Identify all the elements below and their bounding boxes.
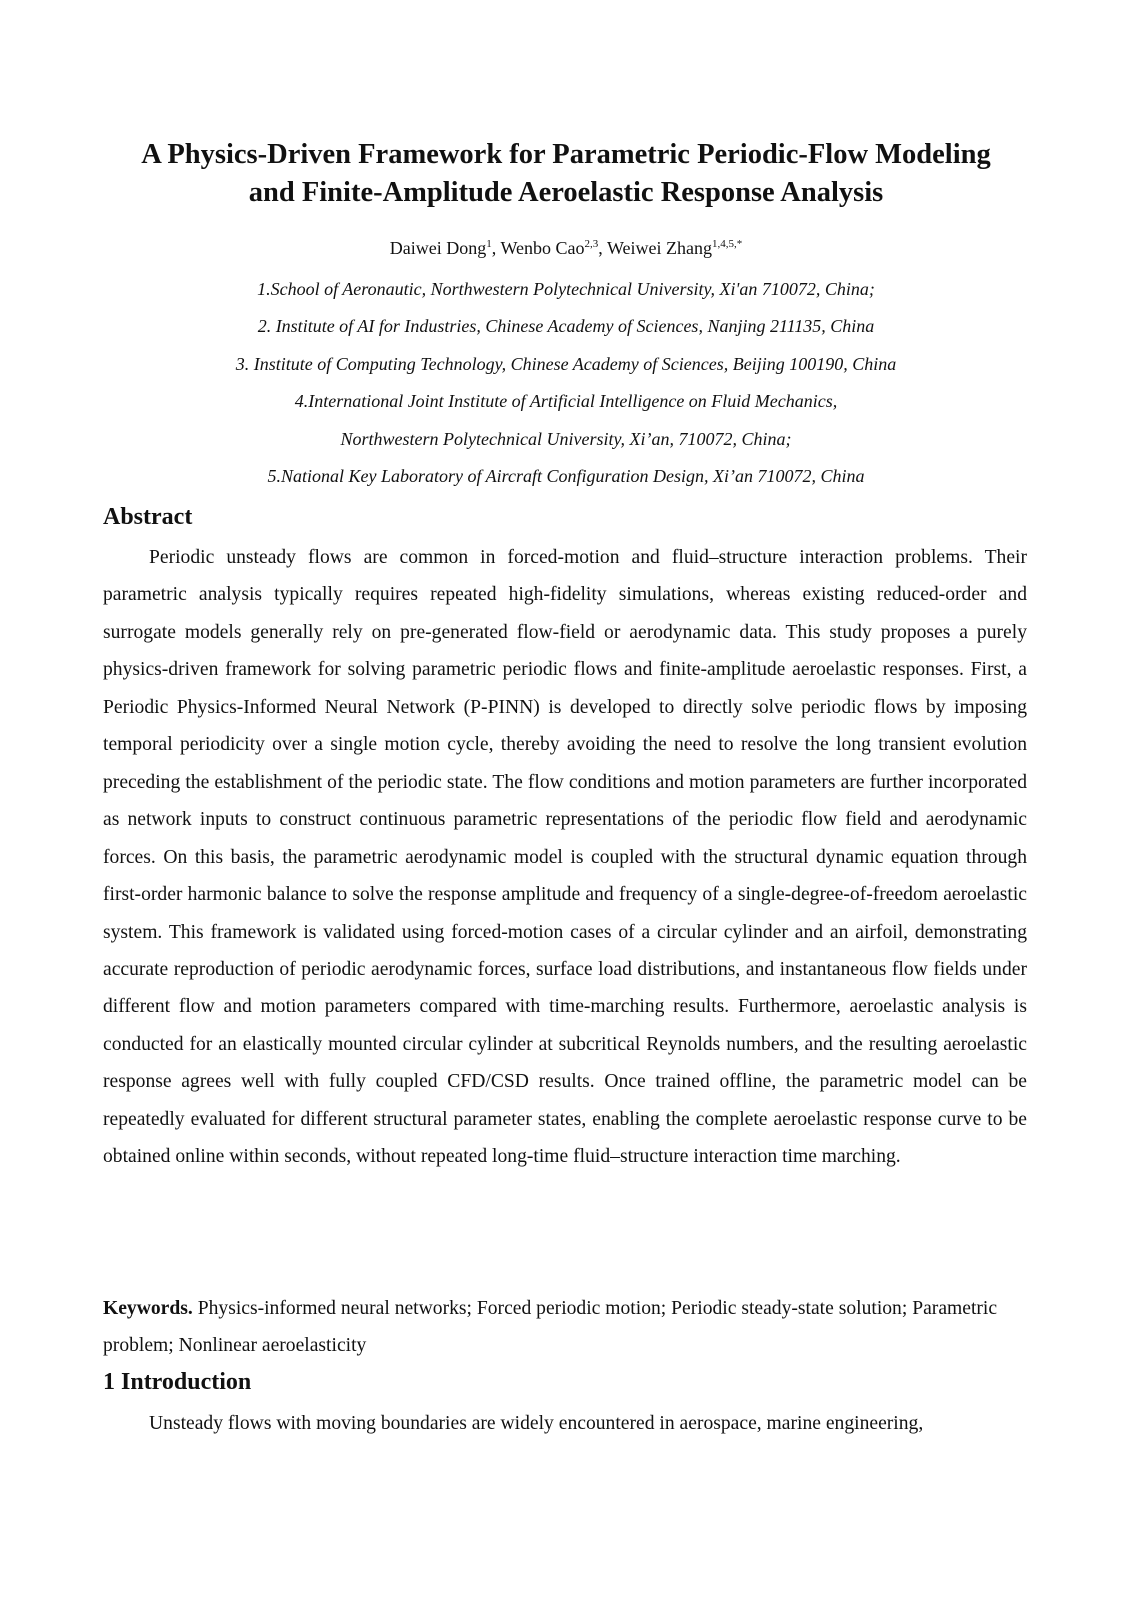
affiliation-line: 1.School of Aeronautic, Northwestern Polytechnical University, Xi'an 710072, China; bbox=[257, 279, 875, 299]
author-separator: , bbox=[491, 238, 501, 258]
author-affiliation-marker: 2,3 bbox=[584, 238, 599, 250]
keywords-text: Physics-informed neural networks; Forced periodic motion; Periodic steady-state solution; Parametric problem; Nonlinear aeroelasticity bbox=[103, 1298, 998, 1356]
affiliation-line: 3. Institute of Computing Technology, Chinese Academy of Sciences, Beijing 100190, China bbox=[235, 353, 897, 374]
author-separator: , bbox=[598, 238, 607, 258]
keywords bbox=[103, 1290, 1027, 1364]
keywords-label: Keywords. bbox=[103, 1298, 193, 1319]
abstract-body: Periodic unsteady flows are common in forced-motion and fluid–structure interaction problems. Their parametric analysis typically requires repeated high-fidelity simulations, whereas existing reduced-order and surrogate models generally rely on pre-generated flow-field or aerodynamic data. This study proposes a purely physics-driven framework for solving parametric periodic flows and finite-amplitude aeroelastic responses. First, a Periodic Physics-Informed Neural Network (P-PINN) is developed to directly solve periodic flows by imposing temporal periodicity over a single motion cycle, thereby avoiding the need to resolve the long transient evolution preceding the establishment of the periodic state. The flow conditions and motion parameters are further incorporated as network inputs to construct continuous parametric representations of the periodic flow field and aerodynamic forces. On this basis, the parametric aerodynamic model is coupled with the structural dynamic equation through first-order harmonic balance to solve the response amplitude and frequency of a single-degree-of-freedom aeroelastic system. This framework is validated using forced-motion cases of a circular cylinder and an airfoil, demonstrating accurate reproduction of periodic aerodynamic forces, surface load distributions, and instantaneous flow fields under different flow and motion parameters compared with time-marching results. Furthermore, aeroelastic analysis is conducted for an elastically mounted circular cylinder at subcritical Reynolds numbers, and the resulting aeroelastic response agrees well with fully coupled CFD/CSD results. Once trained offline, the parametric model can be repeatedly evaluated for different structural parameter states, enabling the complete aeroelastic response curve to be obtained online within seconds, without repeated long-time fluid–structure interaction time marching. bbox=[103, 547, 1027, 1168]
author-affiliation-marker: 1,4,5,* bbox=[711, 238, 743, 250]
paper-title-line-2: and Finite-Amplitude Aeroelastic Response Analysis bbox=[248, 177, 884, 208]
affiliation-list bbox=[80, 271, 1052, 495]
author-name: Wenbo Cao bbox=[500, 238, 585, 258]
abstract-heading: Abstract bbox=[103, 504, 193, 530]
affiliation-line: 4.International Joint Institute of Artificial Intelligence on Fluid Mechanics, bbox=[294, 391, 838, 412]
paper-title bbox=[80, 136, 1052, 212]
paper-title-line-1: A Physics-Driven Framework for Parametric Periodic-Flow Modeling bbox=[141, 139, 991, 170]
introduction-heading: 1 Introduction bbox=[103, 1369, 252, 1395]
author-name: Weiwei Zhang bbox=[606, 238, 712, 258]
affiliation-line: Northwestern Polytechnical University, Xi’an, 710072, China; bbox=[340, 428, 792, 449]
author-name: Daiwei Dong bbox=[389, 238, 487, 258]
author-list bbox=[80, 236, 1052, 260]
affiliation-line: 5.National Key Laboratory of Aircraft Configuration Design, Xi’an 710072, China bbox=[267, 466, 865, 487]
author-affiliation-marker: 1 bbox=[486, 238, 492, 250]
affiliation-line: 2. Institute of AI for Industries, Chinese Academy of Sciences, Nanjing 211135, China bbox=[257, 316, 875, 337]
introduction-body: Unsteady flows with moving boundaries are widely encountered in aerospace, marine engineering, bbox=[149, 1413, 924, 1434]
